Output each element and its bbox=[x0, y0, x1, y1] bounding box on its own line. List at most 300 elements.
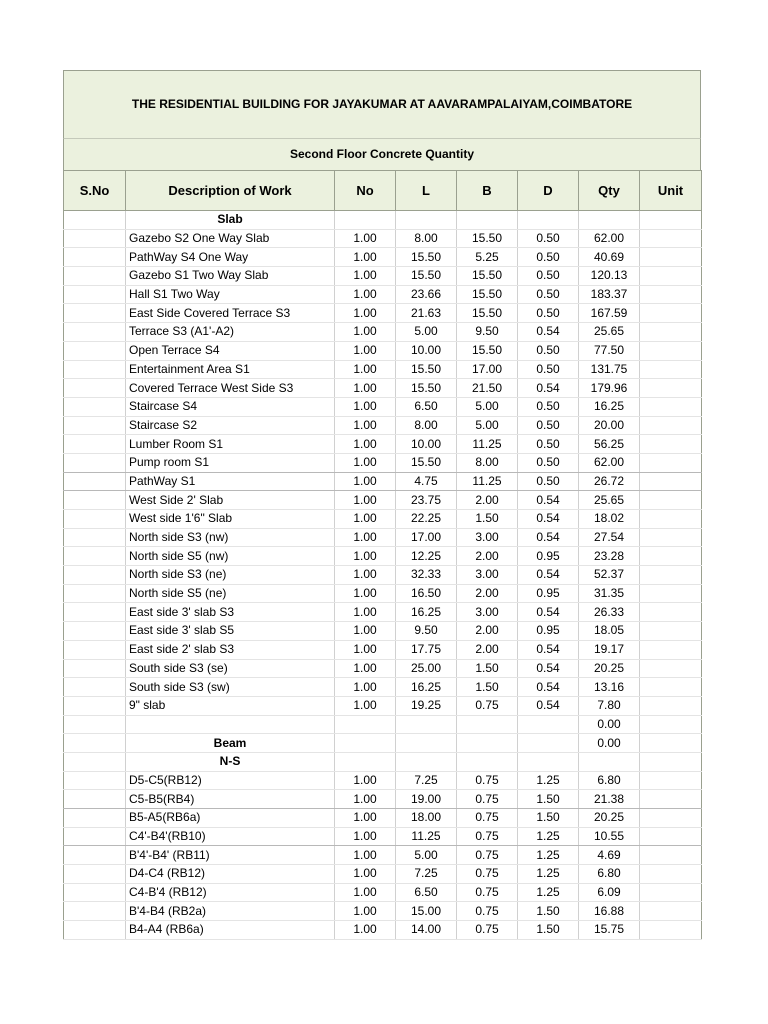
cell-unit bbox=[640, 491, 702, 510]
cell-d: 0.50 bbox=[518, 341, 579, 360]
cell-qty: 179.96 bbox=[579, 379, 640, 398]
cell-b: 11.25 bbox=[457, 435, 518, 454]
cell-qty: 21.38 bbox=[579, 790, 640, 809]
cell-b bbox=[457, 734, 518, 753]
cell-l: 19.25 bbox=[396, 696, 457, 715]
cell-b bbox=[457, 752, 518, 771]
cell-qty: 20.25 bbox=[579, 809, 640, 828]
cell-b: 1.50 bbox=[457, 510, 518, 529]
cell-b: 0.75 bbox=[457, 696, 518, 715]
cell-l: 5.00 bbox=[396, 323, 457, 342]
cell-d: 1.25 bbox=[518, 883, 579, 902]
cell-qty: 19.17 bbox=[579, 640, 640, 659]
cell-l bbox=[396, 752, 457, 771]
cell-d: 1.50 bbox=[518, 921, 579, 940]
cell-qty: 16.88 bbox=[579, 902, 640, 921]
cell-unit bbox=[640, 211, 702, 230]
cell-unit bbox=[640, 285, 702, 304]
cell-no: 1.00 bbox=[335, 566, 396, 585]
table-row bbox=[64, 827, 702, 846]
cell-qty bbox=[579, 211, 640, 230]
cell-description: D5-C5(RB12) bbox=[126, 771, 335, 790]
cell-sno bbox=[64, 790, 126, 809]
cell-sno bbox=[64, 622, 126, 641]
cell-unit bbox=[640, 566, 702, 585]
table-row bbox=[64, 491, 702, 510]
cell-l bbox=[396, 715, 457, 734]
cell-sno bbox=[64, 510, 126, 529]
cell-qty: 6.80 bbox=[579, 771, 640, 790]
cell-unit bbox=[640, 510, 702, 529]
cell-l: 16.50 bbox=[396, 584, 457, 603]
cell-unit bbox=[640, 883, 702, 902]
cell-qty: 40.69 bbox=[579, 248, 640, 267]
cell-sno bbox=[64, 304, 126, 323]
cell-d bbox=[518, 752, 579, 771]
cell-description: B'4'-B4' (RB11) bbox=[126, 846, 335, 865]
cell-no: 1.00 bbox=[335, 397, 396, 416]
cell-no: 1.00 bbox=[335, 323, 396, 342]
cell-l: 16.25 bbox=[396, 678, 457, 697]
cell-l: 15.50 bbox=[396, 379, 457, 398]
cell-description: West Side 2' Slab bbox=[126, 491, 335, 510]
cell-qty: 77.50 bbox=[579, 341, 640, 360]
cell-d: 1.50 bbox=[518, 809, 579, 828]
cell-no bbox=[335, 734, 396, 753]
table-row bbox=[64, 622, 702, 641]
cell-d: 0.50 bbox=[518, 453, 579, 472]
cell-b: 0.75 bbox=[457, 827, 518, 846]
table-row bbox=[64, 771, 702, 790]
cell-d bbox=[518, 734, 579, 753]
quantity-table bbox=[63, 170, 702, 940]
cell-description: East side 2' slab S3 bbox=[126, 640, 335, 659]
cell-no: 1.00 bbox=[335, 267, 396, 286]
cell-d: 0.54 bbox=[518, 696, 579, 715]
cell-qty: 6.80 bbox=[579, 865, 640, 884]
cell-l: 18.00 bbox=[396, 809, 457, 828]
cell-l: 25.00 bbox=[396, 659, 457, 678]
cell-sno bbox=[64, 397, 126, 416]
cell-description: East side 3' slab S3 bbox=[126, 603, 335, 622]
cell-sno bbox=[64, 547, 126, 566]
cell-no: 1.00 bbox=[335, 435, 396, 454]
table-row bbox=[64, 267, 702, 286]
cell-description: Staircase S2 bbox=[126, 416, 335, 435]
quantity-sheet bbox=[63, 70, 701, 940]
cell-sno bbox=[64, 360, 126, 379]
cell-d: 0.54 bbox=[518, 510, 579, 529]
cell-sno bbox=[64, 211, 126, 230]
cell-d: 1.25 bbox=[518, 771, 579, 790]
cell-description: Pump room S1 bbox=[126, 453, 335, 472]
cell-unit bbox=[640, 528, 702, 547]
cell-no: 1.00 bbox=[335, 622, 396, 641]
cell-d: 0.50 bbox=[518, 416, 579, 435]
table-row bbox=[64, 360, 702, 379]
cell-unit bbox=[640, 584, 702, 603]
cell-d: 0.50 bbox=[518, 285, 579, 304]
cell-b: 17.00 bbox=[457, 360, 518, 379]
cell-description: N-S bbox=[126, 752, 335, 771]
table-row bbox=[64, 809, 702, 828]
cell-qty: 4.69 bbox=[579, 846, 640, 865]
col-header-l: L bbox=[396, 171, 457, 211]
cell-d: 0.50 bbox=[518, 435, 579, 454]
cell-qty: 7.80 bbox=[579, 696, 640, 715]
cell-description: Gazebo S1 Two Way Slab bbox=[126, 267, 335, 286]
cell-l bbox=[396, 734, 457, 753]
cell-l: 17.00 bbox=[396, 528, 457, 547]
cell-l: 5.00 bbox=[396, 846, 457, 865]
cell-b: 21.50 bbox=[457, 379, 518, 398]
cell-unit bbox=[640, 678, 702, 697]
cell-b: 0.75 bbox=[457, 883, 518, 902]
cell-sno bbox=[64, 603, 126, 622]
cell-sno bbox=[64, 640, 126, 659]
cell-unit bbox=[640, 921, 702, 940]
cell-description: East Side Covered Terrace S3 bbox=[126, 304, 335, 323]
cell-b: 5.00 bbox=[457, 397, 518, 416]
cell-no: 1.00 bbox=[335, 528, 396, 547]
cell-b: 2.00 bbox=[457, 622, 518, 641]
cell-sno bbox=[64, 921, 126, 940]
cell-sno bbox=[64, 883, 126, 902]
cell-unit bbox=[640, 267, 702, 286]
table-row bbox=[64, 790, 702, 809]
cell-l: 8.00 bbox=[396, 416, 457, 435]
cell-no: 1.00 bbox=[335, 229, 396, 248]
cell-l bbox=[396, 211, 457, 230]
cell-sno bbox=[64, 491, 126, 510]
cell-qty: 0.00 bbox=[579, 734, 640, 753]
cell-description: Open Terrace S4 bbox=[126, 341, 335, 360]
table-row bbox=[64, 528, 702, 547]
cell-unit bbox=[640, 360, 702, 379]
cell-sno bbox=[64, 678, 126, 697]
cell-unit bbox=[640, 846, 702, 865]
cell-unit bbox=[640, 248, 702, 267]
cell-l: 15.50 bbox=[396, 248, 457, 267]
cell-b: 15.50 bbox=[457, 285, 518, 304]
cell-b: 0.75 bbox=[457, 809, 518, 828]
section-heading-row bbox=[64, 752, 702, 771]
cell-qty: 26.72 bbox=[579, 472, 640, 491]
cell-no: 1.00 bbox=[335, 285, 396, 304]
cell-b: 15.50 bbox=[457, 267, 518, 286]
document-subtitle: Second Floor Concrete Quantity bbox=[63, 138, 701, 170]
cell-l: 15.00 bbox=[396, 902, 457, 921]
table-row bbox=[64, 696, 702, 715]
cell-qty: 25.65 bbox=[579, 323, 640, 342]
cell-no: 1.00 bbox=[335, 659, 396, 678]
cell-unit bbox=[640, 640, 702, 659]
table-row bbox=[64, 453, 702, 472]
cell-description: East side 3' slab S5 bbox=[126, 622, 335, 641]
cell-description: Beam bbox=[126, 734, 335, 753]
cell-unit bbox=[640, 304, 702, 323]
cell-sno bbox=[64, 248, 126, 267]
cell-qty: 16.25 bbox=[579, 397, 640, 416]
cell-qty: 26.33 bbox=[579, 603, 640, 622]
cell-b: 0.75 bbox=[457, 902, 518, 921]
cell-unit bbox=[640, 809, 702, 828]
cell-d: 0.50 bbox=[518, 304, 579, 323]
cell-no: 1.00 bbox=[335, 584, 396, 603]
cell-d: 1.25 bbox=[518, 865, 579, 884]
cell-unit bbox=[640, 323, 702, 342]
cell-d: 0.54 bbox=[518, 566, 579, 585]
cell-b: 0.75 bbox=[457, 921, 518, 940]
cell-b: 1.50 bbox=[457, 659, 518, 678]
cell-description: Slab bbox=[126, 211, 335, 230]
cell-sno bbox=[64, 771, 126, 790]
col-header-sno: S.No bbox=[64, 171, 126, 211]
cell-description: PathWay S4 One Way bbox=[126, 248, 335, 267]
cell-no: 1.00 bbox=[335, 491, 396, 510]
cell-qty: 56.25 bbox=[579, 435, 640, 454]
cell-d: 0.50 bbox=[518, 397, 579, 416]
cell-unit bbox=[640, 341, 702, 360]
cell-d bbox=[518, 211, 579, 230]
cell-l: 7.25 bbox=[396, 771, 457, 790]
cell-unit bbox=[640, 435, 702, 454]
cell-qty: 27.54 bbox=[579, 528, 640, 547]
cell-qty: 62.00 bbox=[579, 453, 640, 472]
cell-d: 0.50 bbox=[518, 267, 579, 286]
cell-qty: 31.35 bbox=[579, 584, 640, 603]
cell-description: North side S5 (nw) bbox=[126, 547, 335, 566]
cell-b: 0.75 bbox=[457, 865, 518, 884]
table-row bbox=[64, 846, 702, 865]
cell-no bbox=[335, 715, 396, 734]
table-row bbox=[64, 715, 702, 734]
cell-sno bbox=[64, 566, 126, 585]
cell-description: C4'-B4'(RB10) bbox=[126, 827, 335, 846]
cell-description bbox=[126, 715, 335, 734]
cell-qty: 131.75 bbox=[579, 360, 640, 379]
table-row bbox=[64, 416, 702, 435]
cell-sno bbox=[64, 809, 126, 828]
col-header-unit: Unit bbox=[640, 171, 702, 211]
table-row bbox=[64, 397, 702, 416]
cell-sno bbox=[64, 267, 126, 286]
col-header-no: No bbox=[335, 171, 396, 211]
cell-qty: 25.65 bbox=[579, 491, 640, 510]
cell-b: 11.25 bbox=[457, 472, 518, 491]
cell-unit bbox=[640, 603, 702, 622]
cell-l: 15.50 bbox=[396, 360, 457, 379]
cell-l: 19.00 bbox=[396, 790, 457, 809]
cell-l: 32.33 bbox=[396, 566, 457, 585]
cell-sno bbox=[64, 285, 126, 304]
cell-d: 0.54 bbox=[518, 603, 579, 622]
cell-description: Staircase S4 bbox=[126, 397, 335, 416]
cell-no: 1.00 bbox=[335, 453, 396, 472]
cell-l: 4.75 bbox=[396, 472, 457, 491]
cell-no: 1.00 bbox=[335, 678, 396, 697]
cell-d: 0.95 bbox=[518, 584, 579, 603]
cell-unit bbox=[640, 379, 702, 398]
cell-l: 11.25 bbox=[396, 827, 457, 846]
cell-no: 1.00 bbox=[335, 790, 396, 809]
cell-d: 0.54 bbox=[518, 678, 579, 697]
cell-no: 1.00 bbox=[335, 603, 396, 622]
table-row bbox=[64, 435, 702, 454]
cell-description: 9" slab bbox=[126, 696, 335, 715]
cell-no: 1.00 bbox=[335, 248, 396, 267]
cell-qty: 62.00 bbox=[579, 229, 640, 248]
cell-no bbox=[335, 752, 396, 771]
cell-qty: 10.55 bbox=[579, 827, 640, 846]
table-row bbox=[64, 865, 702, 884]
cell-l: 8.00 bbox=[396, 229, 457, 248]
cell-d: 0.50 bbox=[518, 360, 579, 379]
cell-description: B4-A4 (RB6a) bbox=[126, 921, 335, 940]
table-row bbox=[64, 678, 702, 697]
cell-qty: 13.16 bbox=[579, 678, 640, 697]
cell-sno bbox=[64, 528, 126, 547]
table-row bbox=[64, 584, 702, 603]
table-row bbox=[64, 603, 702, 622]
cell-d: 0.54 bbox=[518, 659, 579, 678]
cell-no: 1.00 bbox=[335, 696, 396, 715]
cell-sno bbox=[64, 865, 126, 884]
cell-description: Terrace S3 (A1'-A2) bbox=[126, 323, 335, 342]
cell-sno bbox=[64, 715, 126, 734]
cell-b: 0.75 bbox=[457, 790, 518, 809]
cell-qty: 18.02 bbox=[579, 510, 640, 529]
table-row bbox=[64, 902, 702, 921]
cell-d: 0.50 bbox=[518, 248, 579, 267]
table-row bbox=[64, 472, 702, 491]
cell-sno bbox=[64, 323, 126, 342]
cell-l: 6.50 bbox=[396, 883, 457, 902]
cell-b: 15.50 bbox=[457, 304, 518, 323]
cell-unit bbox=[640, 547, 702, 566]
cell-l: 16.25 bbox=[396, 603, 457, 622]
section-heading-row bbox=[64, 734, 702, 753]
table-row bbox=[64, 921, 702, 940]
cell-l: 6.50 bbox=[396, 397, 457, 416]
cell-qty: 167.59 bbox=[579, 304, 640, 323]
cell-description: Hall S1 Two Way bbox=[126, 285, 335, 304]
cell-qty: 23.28 bbox=[579, 547, 640, 566]
table-row bbox=[64, 379, 702, 398]
cell-qty: 6.09 bbox=[579, 883, 640, 902]
cell-unit bbox=[640, 453, 702, 472]
table-row bbox=[64, 341, 702, 360]
cell-b: 3.00 bbox=[457, 528, 518, 547]
cell-description: Lumber Room S1 bbox=[126, 435, 335, 454]
table-row bbox=[64, 547, 702, 566]
cell-d: 0.50 bbox=[518, 229, 579, 248]
cell-l: 10.00 bbox=[396, 341, 457, 360]
cell-sno bbox=[64, 659, 126, 678]
cell-d: 0.54 bbox=[518, 379, 579, 398]
cell-b: 8.00 bbox=[457, 453, 518, 472]
cell-unit bbox=[640, 715, 702, 734]
section-heading-row bbox=[64, 211, 702, 230]
cell-d: 1.25 bbox=[518, 846, 579, 865]
cell-no: 1.00 bbox=[335, 865, 396, 884]
cell-qty: 52.37 bbox=[579, 566, 640, 585]
cell-sno bbox=[64, 734, 126, 753]
cell-no: 1.00 bbox=[335, 341, 396, 360]
cell-d: 0.50 bbox=[518, 472, 579, 491]
table-row bbox=[64, 659, 702, 678]
table-row bbox=[64, 883, 702, 902]
cell-no: 1.00 bbox=[335, 809, 396, 828]
cell-l: 21.63 bbox=[396, 304, 457, 323]
cell-b: 5.25 bbox=[457, 248, 518, 267]
cell-l: 22.25 bbox=[396, 510, 457, 529]
cell-sno bbox=[64, 379, 126, 398]
cell-no: 1.00 bbox=[335, 771, 396, 790]
cell-no: 1.00 bbox=[335, 640, 396, 659]
cell-sno bbox=[64, 846, 126, 865]
table-row bbox=[64, 640, 702, 659]
cell-description: D4-C4 (RB12) bbox=[126, 865, 335, 884]
cell-unit bbox=[640, 902, 702, 921]
cell-no: 1.00 bbox=[335, 379, 396, 398]
cell-d: 0.95 bbox=[518, 547, 579, 566]
cell-b: 3.00 bbox=[457, 603, 518, 622]
cell-b: 2.00 bbox=[457, 547, 518, 566]
cell-l: 23.66 bbox=[396, 285, 457, 304]
cell-b: 3.00 bbox=[457, 566, 518, 585]
cell-b: 2.00 bbox=[457, 640, 518, 659]
table-row bbox=[64, 248, 702, 267]
cell-unit bbox=[640, 472, 702, 491]
cell-d: 0.54 bbox=[518, 323, 579, 342]
table-row bbox=[64, 304, 702, 323]
cell-unit bbox=[640, 397, 702, 416]
cell-d: 0.54 bbox=[518, 528, 579, 547]
cell-l: 12.25 bbox=[396, 547, 457, 566]
cell-l: 14.00 bbox=[396, 921, 457, 940]
cell-no: 1.00 bbox=[335, 304, 396, 323]
cell-sno bbox=[64, 696, 126, 715]
cell-b: 0.75 bbox=[457, 846, 518, 865]
cell-description: North side S5 (ne) bbox=[126, 584, 335, 603]
cell-description: North side S3 (nw) bbox=[126, 528, 335, 547]
cell-no: 1.00 bbox=[335, 472, 396, 491]
cell-no: 1.00 bbox=[335, 360, 396, 379]
cell-d: 0.95 bbox=[518, 622, 579, 641]
cell-l: 23.75 bbox=[396, 491, 457, 510]
cell-no: 1.00 bbox=[335, 827, 396, 846]
cell-d: 0.54 bbox=[518, 491, 579, 510]
cell-unit bbox=[640, 229, 702, 248]
cell-description: Entertainment Area S1 bbox=[126, 360, 335, 379]
cell-description: South side S3 (se) bbox=[126, 659, 335, 678]
cell-qty: 20.00 bbox=[579, 416, 640, 435]
cell-b: 5.00 bbox=[457, 416, 518, 435]
cell-description: North side S3 (ne) bbox=[126, 566, 335, 585]
cell-unit bbox=[640, 659, 702, 678]
cell-sno bbox=[64, 229, 126, 248]
cell-qty: 20.25 bbox=[579, 659, 640, 678]
table-row bbox=[64, 566, 702, 585]
cell-sno bbox=[64, 453, 126, 472]
cell-unit bbox=[640, 416, 702, 435]
col-header-description: Description of Work bbox=[126, 171, 335, 211]
cell-no: 1.00 bbox=[335, 846, 396, 865]
cell-unit bbox=[640, 865, 702, 884]
cell-unit bbox=[640, 790, 702, 809]
cell-unit bbox=[640, 827, 702, 846]
